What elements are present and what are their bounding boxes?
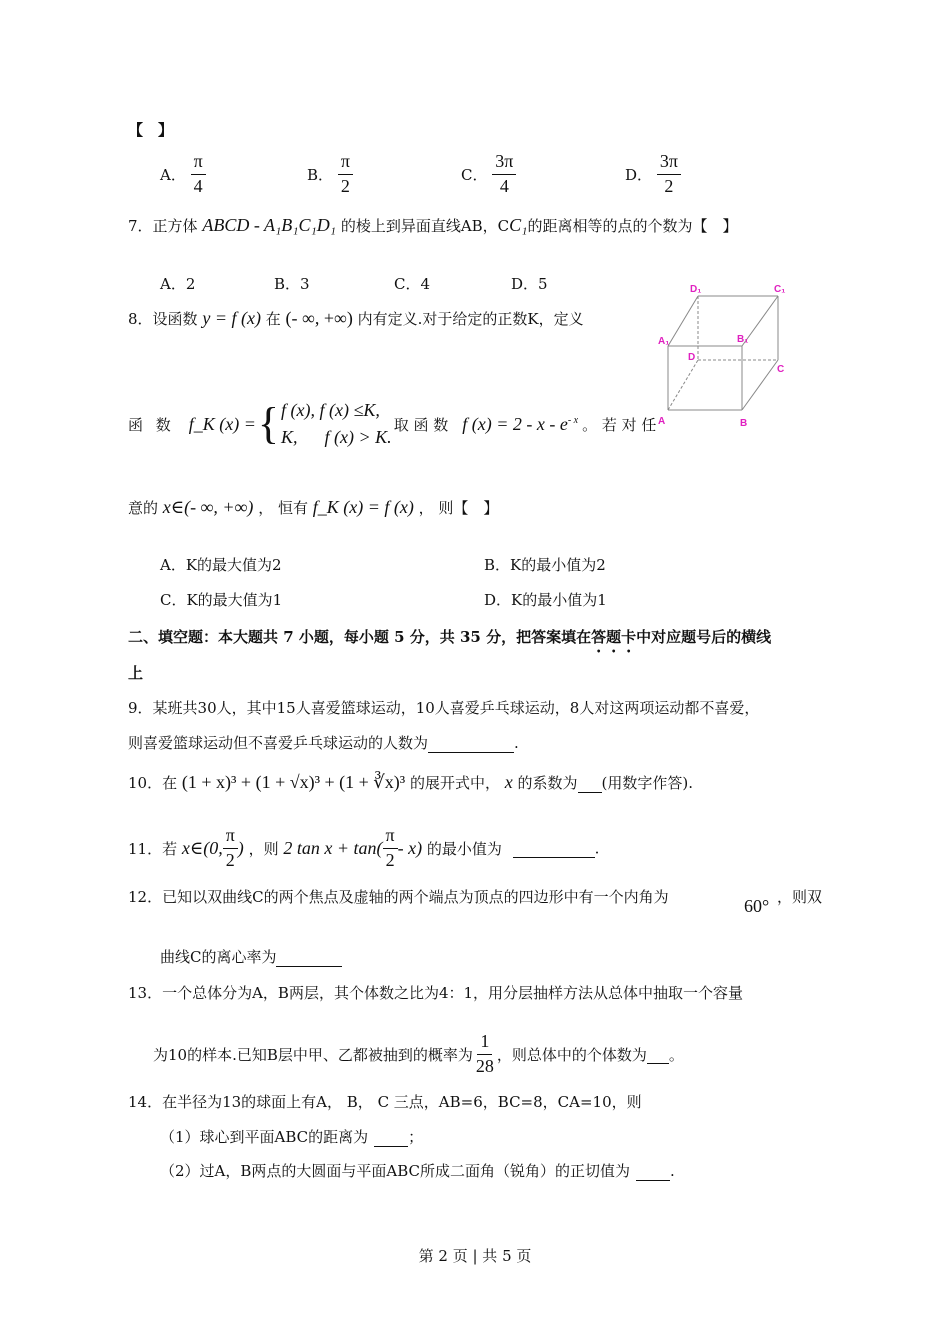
variable-x: x	[504, 772, 513, 792]
fraction: $\frac{\pi}{2}$	[383, 826, 398, 871]
vertex-label-c1: C₁	[774, 284, 786, 295]
fraction: $\frac{\pi}{2}$	[338, 152, 353, 197]
q6-bracket: 【 】	[128, 121, 174, 139]
option-label: C．	[461, 165, 488, 184]
angle-60: 60°	[744, 896, 770, 916]
vertex-label-a: A	[658, 416, 666, 427]
answer-blank[interactable]	[428, 734, 514, 753]
q8-line1: 8．设函数 y = f (x) 在 (- ∞, +∞) 内有定义.对于给定的正数K，定义	[128, 308, 584, 328]
q7-question: 7．正方体 ABCD - A₁B₁C₁D₁ 的棱上到异面直线AB，CC₁的距离相等的点的个数为【 】	[128, 215, 738, 235]
q8-option-c: C．K的最大值为1	[160, 591, 283, 609]
q7-option-d: D．5	[511, 275, 548, 293]
q13-line1: 13．一个总体分为A，B两层，其个体数之比为4：1，用分层抽样方法从总体中抽取一个容量	[128, 984, 744, 1002]
q10-question: 10．在 (1 + x)³ + (1 + √x)³ + (1 + ∛x)³ 的展开式中， x 的系数为 (用数字作答).	[128, 772, 694, 792]
piecewise-brace: {	[257, 399, 280, 448]
section2-title-cont: 上	[128, 664, 144, 682]
vertex-label-d: D	[688, 352, 696, 363]
q12-line2: 曲线C的离心率为	[160, 946, 342, 967]
fraction: $\frac{3\pi}{2}$	[657, 152, 681, 197]
section2-title: 二、填空题：本大题共 7 小题，每小题 5 分，共 35 分，把答案填在答题卡中对应题号后的横线	[128, 628, 772, 646]
q8-line3: 意的 x∈(- ∞, +∞) ， 恒有 f_K (x) = f (x) ， 则【 】	[128, 497, 499, 517]
vertex-label-d1: D₁	[690, 284, 702, 295]
probability-fraction: $\frac{1}{28}$	[475, 1031, 494, 1076]
c1-label: C₁	[509, 215, 528, 235]
cube-name: ABCD - A₁B₁C₁D₁	[202, 215, 337, 235]
vertex-label-b: B	[740, 418, 748, 429]
page-footer: 第 2 页 | 共 5 页	[418, 1247, 532, 1265]
emphasis-dots: 答题卡	[591, 628, 637, 646]
q8-option-a: A．K的最大值为2	[160, 556, 282, 574]
q7-option-a: A．2	[160, 275, 196, 293]
q8-option-b: B．K的最小值为2	[484, 556, 606, 574]
q7-option-c: C．4	[394, 275, 431, 293]
vertex-label-a1: A₁	[658, 336, 670, 347]
fraction: $\frac{\pi}{4}$	[191, 152, 206, 197]
vertex-label-b1: B₁	[737, 334, 749, 345]
piecewise-cases: f (x), f (x) ≤K, K, f (x) > K.	[281, 400, 392, 447]
q7-option-b: B．3	[274, 275, 310, 293]
q6-option-b	[307, 152, 353, 197]
q8-option-d: D．K的最小值为1	[484, 591, 607, 609]
option-label: B．	[307, 165, 334, 184]
domain-condition: x∈(- ∞, +∞)	[162, 497, 254, 517]
binomial-expression: (1 + x)³ + (1 + √x)³ + (1 + ∛x)³	[181, 772, 406, 792]
answer-blank[interactable]	[513, 839, 595, 858]
vertex-label-c: C	[777, 364, 785, 375]
answer-blank[interactable]	[636, 1162, 670, 1181]
q6-option-c	[461, 152, 516, 197]
equality: f_K (x) = f (x)	[312, 497, 414, 517]
answer-blank[interactable]	[374, 1128, 408, 1147]
function-fk: f_K (x) =	[188, 413, 256, 434]
fraction: $\frac{\pi}{2}$	[223, 826, 238, 871]
domain-interval: (- ∞, +∞)	[285, 308, 353, 328]
answer-blank[interactable]	[578, 774, 602, 793]
q9-line1: 9．某班共30人，其中15人喜爱篮球运动，10人喜爱乒乓球运动，8人对这两项运动都不喜爱，	[128, 699, 760, 717]
q12-line1: 12．已知以双曲线C的两个焦点及虚轴的两个端点为顶点的四边形中有一个内角为	[128, 888, 669, 906]
q14-sub2: （2）过A，B两点的大圆面与平面ABC所成二面角（锐角）的正切值为 .	[160, 1162, 675, 1180]
q13-line2: 为10的样本.已知B层中甲、乙都被抽到的概率为 $\frac{1}{28}$ ，则总体中的个体数为 。	[153, 1031, 684, 1076]
q6-option-d	[625, 152, 681, 197]
fraction: $\frac{3\pi}{4}$	[492, 152, 516, 197]
tan-expression: 2 tan x + tan(	[283, 837, 383, 858]
q8-line2: 函 数 f_K (x) = { f (x), f (x) ≤K, K, f (x) > K. 取 函 数 f $(x) = 2 - x - e^{- x}$ 。 若 对 任	[128, 397, 656, 451]
function-f: f $(x) = 2 - x - e^{- x}$	[462, 413, 579, 434]
answer-blank[interactable]	[647, 1045, 669, 1064]
answer-blank[interactable]	[276, 948, 342, 967]
option-label: A．	[160, 165, 186, 184]
q14-line1: 14．在半径为13的球面上有A， B， C 三点，AB=6，BC=8，CA=10，则	[128, 1093, 642, 1111]
q12-line1-end: ，则双	[777, 888, 823, 906]
q9-line2: 则喜爱篮球运动但不喜爱乒乓球运动的人数为 .	[128, 734, 519, 752]
option-label: D．	[625, 165, 653, 184]
function-y: y = f (x)	[202, 308, 261, 328]
cube-figure	[652, 280, 792, 430]
q14-sub1: （1）球心到平面ABC的距离为 ；	[160, 1128, 424, 1146]
q11-question: 11．若 x∈(0, $\frac{\pi}{2}$ ) ，则 2 tan x + tan( $\frac{\pi}{2}$ - x) 的最小值为 .	[128, 825, 600, 870]
q6-option-a	[160, 152, 206, 197]
